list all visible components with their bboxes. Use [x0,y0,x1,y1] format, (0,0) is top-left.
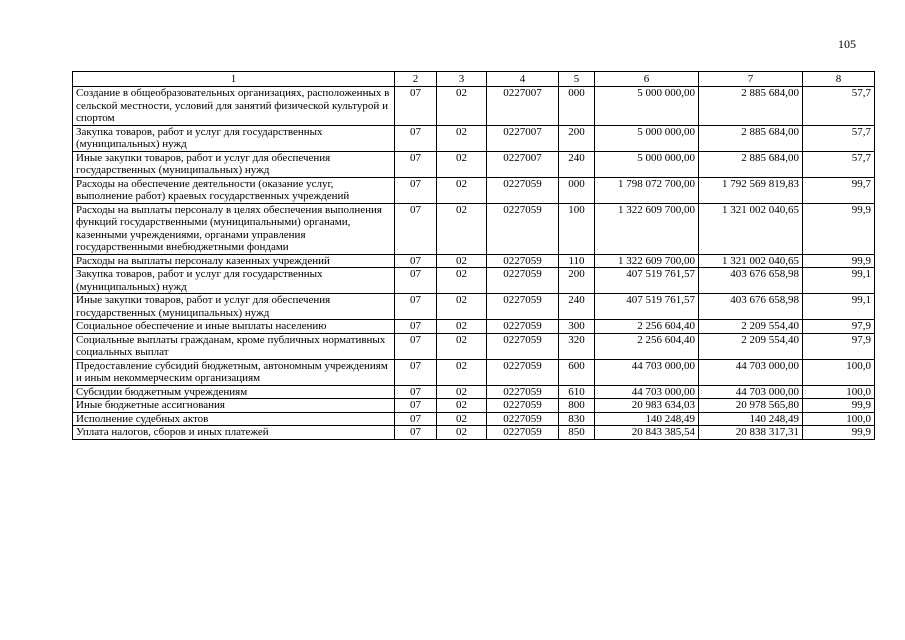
approved-amount-cell: 1 322 609 700,00 [595,203,699,254]
expense-name-cell: Создание в общеобразовательных организациях, расположенных в сельской местности, условий для занятий физической культурой и спортом [73,87,395,126]
expense-type-cell: 240 [559,294,595,320]
subsection-code-cell: 02 [437,177,487,203]
subsection-code-cell: 02 [437,333,487,359]
table-row [73,177,875,203]
subsection-code-cell: 02 [437,87,487,126]
expense-name-cell: Закупка товаров, работ и услуг для государственных (муниципальных) нужд [73,268,395,294]
subsection-code-cell: 02 [437,268,487,294]
subsection-code-cell: 02 [437,399,487,413]
column-header: 5 [559,72,595,87]
target-article-cell: 0227007 [487,125,559,151]
expense-name-cell: Социальное обеспечение и иные выплаты населению [73,320,395,334]
column-header: 8 [803,72,875,87]
page-number: 105 [838,37,856,51]
section-code-cell: 07 [395,399,437,413]
section-code-cell: 07 [395,203,437,254]
executed-amount-cell: 2 209 554,40 [699,320,803,334]
expense-type-cell: 110 [559,254,595,268]
section-code-cell: 07 [395,254,437,268]
subsection-code-cell: 02 [437,294,487,320]
execution-percent-cell: 97,9 [803,333,875,359]
target-article-cell: 0227059 [487,254,559,268]
executed-amount-cell: 2 885 684,00 [699,151,803,177]
target-article-cell: 0227007 [487,87,559,126]
expense-type-cell: 800 [559,399,595,413]
table-row [73,87,875,126]
header-row [73,72,875,87]
execution-percent-cell: 100,0 [803,412,875,426]
expense-name-cell: Социальные выплаты гражданам, кроме публичных нормативных социальных выплат [73,333,395,359]
expense-name-cell: Закупка товаров, работ и услуг для государственных (муниципальных) нужд [73,125,395,151]
section-code-cell: 07 [395,426,437,440]
table-row [73,203,875,254]
section-code-cell: 07 [395,125,437,151]
section-code-cell: 07 [395,320,437,334]
target-article-cell: 0227059 [487,320,559,334]
approved-amount-cell: 5 000 000,00 [595,151,699,177]
execution-percent-cell: 57,7 [803,151,875,177]
execution-percent-cell: 99,9 [803,426,875,440]
approved-amount-cell: 44 703 000,00 [595,359,699,385]
expense-name-cell: Предоставление субсидий бюджетным, автономным учреждениям и иным некоммерческим организациям [73,359,395,385]
executed-amount-cell: 2 885 684,00 [699,87,803,126]
section-code-cell: 07 [395,151,437,177]
subsection-code-cell: 02 [437,203,487,254]
approved-amount-cell: 5 000 000,00 [595,125,699,151]
target-article-cell: 0227059 [487,203,559,254]
target-article-cell: 0227059 [487,177,559,203]
approved-amount-cell: 5 000 000,00 [595,87,699,126]
section-code-cell: 07 [395,385,437,399]
executed-amount-cell: 1 321 002 040,65 [699,203,803,254]
execution-percent-cell: 99,9 [803,254,875,268]
executed-amount-cell: 44 703 000,00 [699,359,803,385]
expense-type-cell: 100 [559,203,595,254]
execution-percent-cell: 99,1 [803,268,875,294]
execution-percent-cell: 100,0 [803,359,875,385]
table-row [73,333,875,359]
approved-amount-cell: 407 519 761,57 [595,268,699,294]
table-row [73,320,875,334]
target-article-cell: 0227059 [487,385,559,399]
execution-percent-cell: 99,9 [803,399,875,413]
executed-amount-cell: 1 792 569 819,83 [699,177,803,203]
target-article-cell: 0227059 [487,268,559,294]
table-row [73,268,875,294]
target-article-cell: 0227059 [487,333,559,359]
section-code-cell: 07 [395,87,437,126]
expense-name-cell: Иные закупки товаров, работ и услуг для обеспечения государственных (муниципальных) нужд [73,151,395,177]
approved-amount-cell: 2 256 604,40 [595,320,699,334]
expense-type-cell: 830 [559,412,595,426]
column-header: 2 [395,72,437,87]
column-header: 6 [595,72,699,87]
approved-amount-cell: 20 843 385,54 [595,426,699,440]
executed-amount-cell: 2 885 684,00 [699,125,803,151]
executed-amount-cell: 403 676 658,98 [699,294,803,320]
approved-amount-cell: 1 322 609 700,00 [595,254,699,268]
expense-type-cell: 320 [559,333,595,359]
execution-percent-cell: 99,1 [803,294,875,320]
expense-name-cell: Расходы на выплаты персоналу казенных учреждений [73,254,395,268]
execution-percent-cell: 99,9 [803,203,875,254]
expense-type-cell: 600 [559,359,595,385]
subsection-code-cell: 02 [437,385,487,399]
executed-amount-cell: 403 676 658,98 [699,268,803,294]
approved-amount-cell: 20 983 634,03 [595,399,699,413]
column-header: 1 [73,72,395,87]
table-row [73,254,875,268]
expense-type-cell: 240 [559,151,595,177]
executed-amount-cell: 140 248,49 [699,412,803,426]
expense-name-cell: Расходы на обеспечение деятельности (оказание услуг, выполнение работ) краевых государственных учреждений [73,177,395,203]
approved-amount-cell: 1 798 072 700,00 [595,177,699,203]
table-row [73,412,875,426]
subsection-code-cell: 02 [437,359,487,385]
section-code-cell: 07 [395,412,437,426]
table-row [73,385,875,399]
expense-type-cell: 200 [559,125,595,151]
executed-amount-cell: 44 703 000,00 [699,385,803,399]
expense-name-cell: Субсидии бюджетным учреждениям [73,385,395,399]
section-code-cell: 07 [395,333,437,359]
table-row [73,399,875,413]
section-code-cell: 07 [395,177,437,203]
executed-amount-cell: 20 978 565,80 [699,399,803,413]
target-article-cell: 0227007 [487,151,559,177]
section-code-cell: 07 [395,268,437,294]
expense-type-cell: 000 [559,87,595,126]
target-article-cell: 0227059 [487,359,559,385]
table-row [73,359,875,385]
execution-percent-cell: 99,7 [803,177,875,203]
subsection-code-cell: 02 [437,412,487,426]
target-article-cell: 0227059 [487,412,559,426]
approved-amount-cell: 140 248,49 [595,412,699,426]
execution-percent-cell: 100,0 [803,385,875,399]
execution-percent-cell: 57,7 [803,125,875,151]
expense-type-cell: 000 [559,177,595,203]
target-article-cell: 0227059 [487,294,559,320]
expense-type-cell: 200 [559,268,595,294]
subsection-code-cell: 02 [437,254,487,268]
execution-percent-cell: 57,7 [803,87,875,126]
subsection-code-cell: 02 [437,151,487,177]
expense-name-cell: Иные бюджетные ассигнования [73,399,395,413]
subsection-code-cell: 02 [437,125,487,151]
column-header: 7 [699,72,803,87]
column-header: 3 [437,72,487,87]
expense-type-cell: 300 [559,320,595,334]
expense-name-cell: Исполнение судебных актов [73,412,395,426]
column-header: 4 [487,72,559,87]
executed-amount-cell: 20 838 317,31 [699,426,803,440]
target-article-cell: 0227059 [487,399,559,413]
expense-name-cell: Уплата налогов, сборов и иных платежей [73,426,395,440]
expense-name-cell: Расходы на выплаты персоналу в целях обеспечения выполнения функций государственными (муниципальными) органами, казенными учреждениями, органами управления государственными внебюджетными фондами [73,203,395,254]
expense-type-cell: 610 [559,385,595,399]
expense-type-cell: 850 [559,426,595,440]
subsection-code-cell: 02 [437,426,487,440]
executed-amount-cell: 2 209 554,40 [699,333,803,359]
table-row [73,294,875,320]
approved-amount-cell: 44 703 000,00 [595,385,699,399]
subsection-code-cell: 02 [437,320,487,334]
approved-amount-cell: 2 256 604,40 [595,333,699,359]
approved-amount-cell: 407 519 761,57 [595,294,699,320]
section-code-cell: 07 [395,359,437,385]
executed-amount-cell: 1 321 002 040,65 [699,254,803,268]
expense-name-cell: Иные закупки товаров, работ и услуг для обеспечения государственных (муниципальных) нужд [73,294,395,320]
section-code-cell: 07 [395,294,437,320]
execution-percent-cell: 97,9 [803,320,875,334]
target-article-cell: 0227059 [487,426,559,440]
table-row [73,426,875,440]
budget-table [72,71,875,440]
table-row [73,151,875,177]
table-row [73,125,875,151]
